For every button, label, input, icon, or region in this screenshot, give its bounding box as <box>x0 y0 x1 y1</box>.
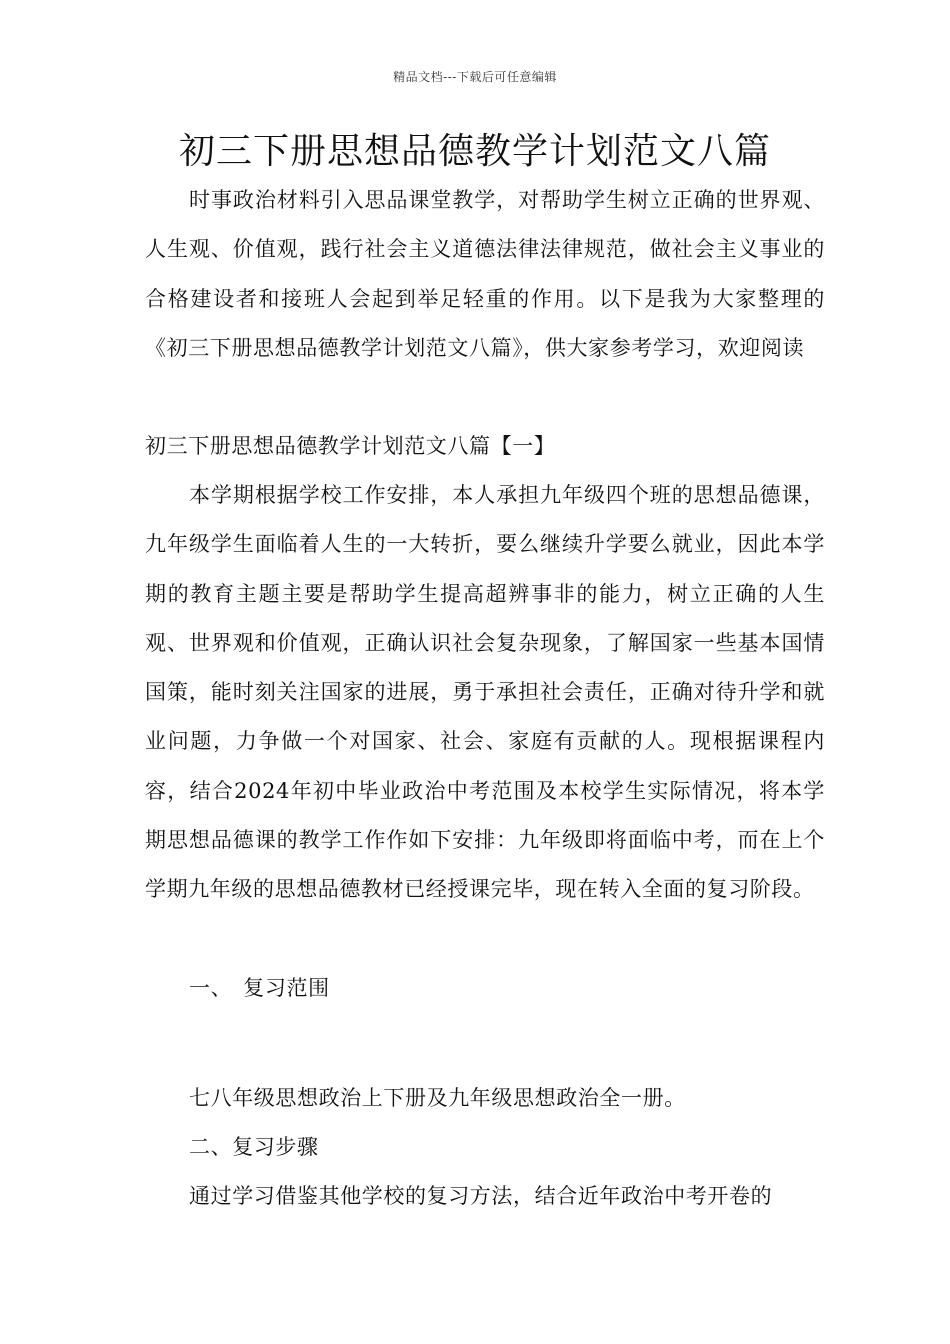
sub-heading-review-scope: 一、 复习范围 <box>189 976 330 1000</box>
review-scope-text: 七八年级思想政治上下册及九年级思想政治全一册。 <box>189 1086 686 1110</box>
document-title: 初三下册思想品德教学计划范文八篇 <box>178 131 771 172</box>
body-paragraph: 本学期根据学校工作安排，本人承担九年级四个班的思想品德课，九年级学生面临着人生的一大转折，要么继续升学要么就业，因此本学期的教育主题主要是帮助学生提高超辨事非的能力，树立正确的人生观、世界观和价值观，正确认识社会复杂现象，了解国家一些基本国情国策，能时刻关注国家的进展，勇于承担社会责任，正确对待升学和就业问题，力争做一个对国家、社会、家庭有贡献的人。现根据课程内容，结合2024年初中毕业政治中考范围及本校学生实际情况，将本学期思想品德课的教学工作作如下安排：九年级即将面临中考，而在上个学期九年级的思想品德教材已经授课完毕，现在转入全面的复习阶段。 <box>145 483 825 902</box>
page-header-note: 精品文档---下载后可任意编辑 <box>393 70 557 84</box>
section-heading: 初三下册思想品德教学计划范文八篇【一】 <box>145 434 556 458</box>
body-paragraph-continued: 通过学习借鉴其他学校的复习方法，结合近年政治中考开卷的 <box>189 1184 773 1208</box>
sub-heading-review-steps: 二、复习步骤 <box>189 1135 319 1159</box>
intro-paragraph: 时事政治材料引入思品课堂教学，对帮助学生树立正确的世界观、人生观、价值观，践行社会主义道德法律法律规范，做社会主义事业的合格建设者和接班人会起到举足轻重的作用。以下是我为大家整理的《初三下册思想品德教学计划范文八篇》，供大家参考学习，欢迎阅读 <box>145 188 825 360</box>
